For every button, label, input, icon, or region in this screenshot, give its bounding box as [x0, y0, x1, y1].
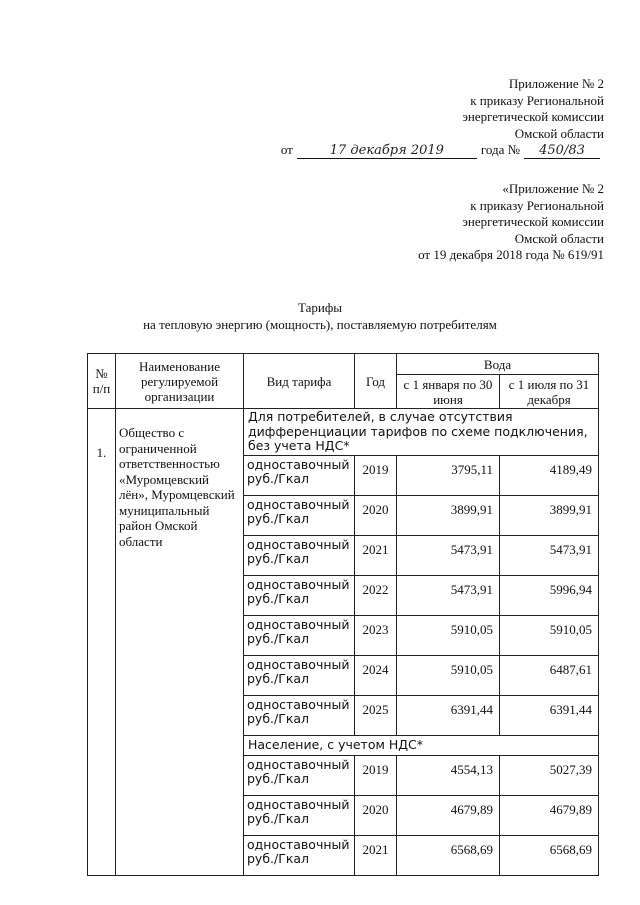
document-title — [0, 300, 640, 333]
value-first-half: 6568,69 — [397, 835, 500, 875]
prev-appendix-label: «Приложение № 2 — [502, 181, 604, 196]
value-second-half: 4679,89 — [500, 795, 599, 835]
value-first-half: 5910,05 — [397, 655, 500, 695]
value-second-half: 5996,94 — [500, 575, 599, 615]
value-first-half: 6391,44 — [397, 695, 500, 735]
col-header-num: № п/п — [88, 354, 116, 409]
tariff-type: одноставочный руб./Гкал — [244, 535, 355, 575]
col-header-second-half: с 1 июля по 31 декабря — [500, 375, 599, 409]
tariff-type: одноставочный руб./Гкал — [244, 655, 355, 695]
tariff-type: одноставочный руб./Гкал — [244, 455, 355, 495]
value-first-half: 5473,91 — [397, 575, 500, 615]
year-cell: 2022 — [355, 575, 397, 615]
value-second-half: 6568,69 — [500, 835, 599, 875]
tariff-type: одноставочный руб./Гкал — [244, 575, 355, 615]
value-first-half: 3899,91 — [397, 495, 500, 535]
prev-region-line: Омской области — [514, 230, 604, 246]
value-second-half: 4189,49 — [500, 455, 599, 495]
from-label: от — [280, 142, 293, 157]
year-cell: 2023 — [355, 615, 397, 655]
year-cell: 2024 — [355, 655, 397, 695]
year-cell: 2019 — [355, 455, 397, 495]
order-date-line — [281, 142, 604, 159]
value-second-half: 6487,61 — [500, 655, 599, 695]
header-row-1 — [88, 354, 599, 375]
prev-commission-line: энергетической комиссии — [462, 214, 604, 229]
col-header-type: Вид тарифа — [244, 354, 355, 409]
tariff-type: одноставочный руб./Гкал — [244, 495, 355, 535]
section-heading: Население, с учетом НДС* — [244, 735, 599, 755]
organization-name: Общество с ограниченной ответственностью «Муромцевский лён», Муромцевский муниципальный район Омской области — [116, 409, 244, 876]
year-number-label: года № — [480, 142, 520, 157]
value-first-half: 4554,13 — [397, 755, 500, 795]
year-cell: 2019 — [355, 755, 397, 795]
value-second-half: 5027,39 — [500, 755, 599, 795]
prev-order-ref-line: к приказу Региональной — [470, 197, 604, 213]
section1-row — [88, 409, 599, 456]
value-first-half: 5910,05 — [397, 615, 500, 655]
year-cell: 2021 — [355, 835, 397, 875]
value-first-half: 5473,91 — [397, 535, 500, 575]
region-line: Омской области — [514, 125, 604, 141]
col-header-org: Наименование регулируемой организации — [116, 354, 244, 409]
appendix-label: Приложение № 2 — [508, 76, 604, 91]
handwritten-date: 17 декабря 2019 — [297, 143, 477, 159]
value-first-half: 3795,11 — [397, 455, 500, 495]
order-header — [281, 76, 604, 159]
title-main: Тарифы — [297, 300, 342, 315]
value-first-half: 4679,89 — [397, 795, 500, 835]
section-heading: Для потребителей, в случае отсутствия дифференциации тарифов по схеме подключения, без учета НДС* — [244, 409, 599, 456]
tariff-type: одноставочный руб./Гкал — [244, 795, 355, 835]
year-cell: 2025 — [355, 695, 397, 735]
order-ref-line: к приказу Региональной — [470, 92, 604, 108]
commission-line: энергетической комиссии — [462, 109, 604, 124]
tariff-type: одноставочный руб./Гкал — [244, 755, 355, 795]
tariff-type: одноставочный руб./Гкал — [244, 835, 355, 875]
tariff-table — [87, 353, 599, 876]
year-cell: 2020 — [355, 795, 397, 835]
prev-order-date-line: от 19 декабря 2018 года № 619/91 — [418, 247, 604, 262]
value-second-half: 5910,05 — [500, 615, 599, 655]
col-header-year: Год — [355, 354, 397, 409]
year-cell: 2020 — [355, 495, 397, 535]
value-second-half: 6391,44 — [500, 695, 599, 735]
value-second-half: 3899,91 — [500, 495, 599, 535]
col-header-water: Вода — [397, 354, 599, 375]
tariff-type: одноставочный руб./Гкал — [244, 695, 355, 735]
tariff-type: одноставочный руб./Гкал — [244, 615, 355, 655]
handwritten-number: 450/83 — [524, 143, 600, 159]
value-second-half: 5473,91 — [500, 535, 599, 575]
col-header-first-half: с 1 января по 30 июня — [397, 375, 500, 409]
previous-order-header — [418, 181, 604, 264]
row-number: 1. — [88, 409, 116, 876]
title-sub: на тепловую энергию (мощность), поставляемую потребителям — [143, 316, 497, 332]
year-cell: 2021 — [355, 535, 397, 575]
